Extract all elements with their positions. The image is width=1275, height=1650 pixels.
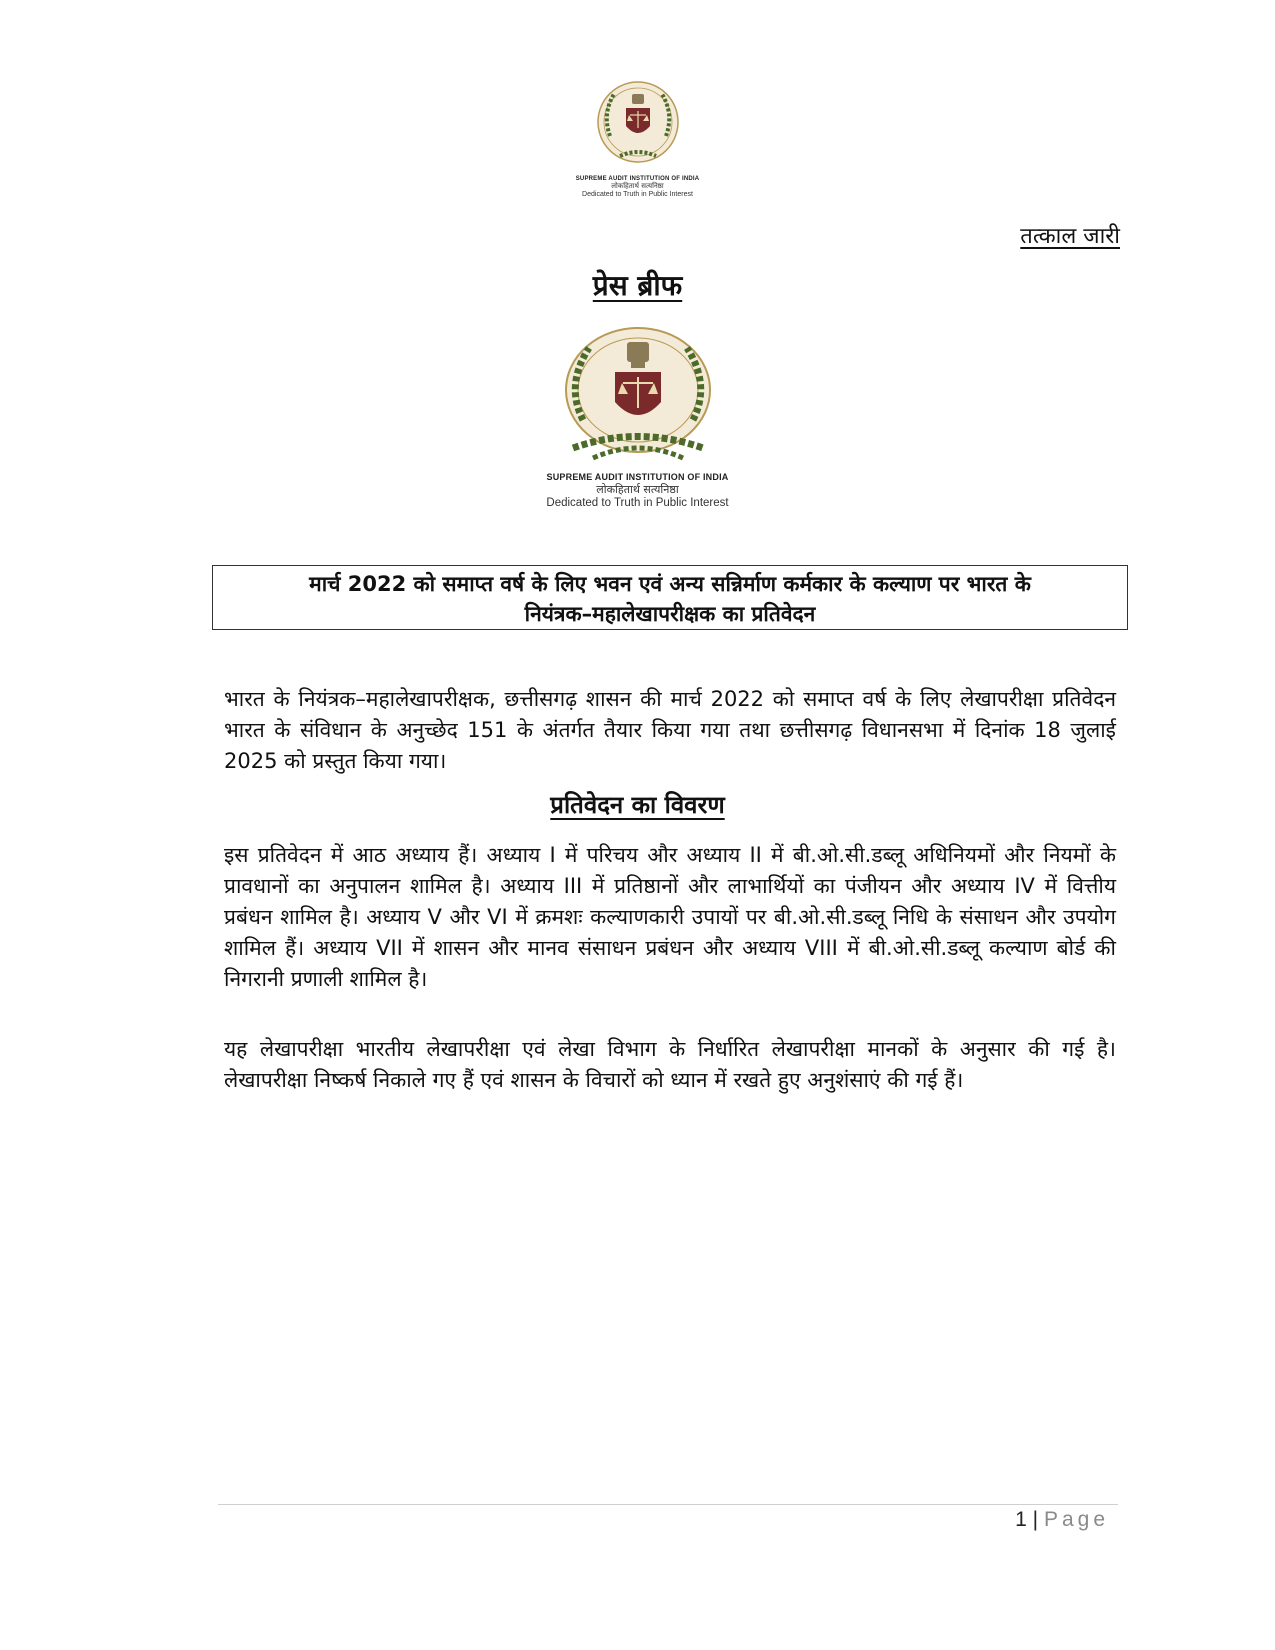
report-title-line-1: मार्च 2022 को समाप्त वर्ष के लिए भवन एवं अन्य सन्निर्माण कर्मकार के कल्याण पर भारत के [309,572,1031,596]
standards-paragraph: यह लेखापरीक्षा भारतीय लेखापरीक्षा एवं लेखा विभाग के निर्धारित लेखापरीक्षा मानकों के अनुसार की गई है। लेखापरीक्षा निष्कर्ष निकाले गए हैं एवं शासन के विचारों को ध्यान में रखते हुए अनुशंसाएं की गई हैं। [224,1037,1116,1092]
intro-paragraph: भारत के नियंत्रक–महालेखापरीक्षक, छत्तीसगढ़ शासन की मार्च 2022 को समाप्त वर्ष के लिए लेखापरीक्षा प्रतिवेदन भारत के संविधान के अनुच्छेद 151 के अंतर्गत तैयार किया गया तथा छत्तीसगढ़ विधानसभा में दिनांक 18 जुलाई 2025 को प्रस्तुत किया गया। [224,687,1116,773]
report-title-line-2: नियंत्रक–महालेखापरीक्षक का प्रतिवेदन [524,602,816,626]
press-brief-title: प्रेस ब्रीफ [592,269,683,302]
page-label: Page [1043,1508,1109,1531]
page-footer [1015,1508,1109,1532]
logo-motto-english: Dedicated to Truth in Public Interest [582,191,693,198]
page-number: 1 [1015,1508,1027,1531]
footer-divider [218,1504,1118,1505]
details-paragraph: इस प्रतिवेदन में आठ अध्याय हैं। अध्याय I में परिचय और अध्याय II में बी.ओ.सी.डब्लू अधिनियमों और नियमों के प्रावधानों का अनुपालन शामिल है। अध्याय III में प्रतिष्ठानों और लाभार्थियों का पंजीयन और अध्याय IV में वित्तीय प्रबंधन शामिल है। अध्याय V और VI में क्रमशः कल्याणकारी उपायों पर बी.ओ.सी.डब्लू निधि के संसाधन और उपयोग शामिल हैं। अध्याय VII में शासन और मानव संसाधन प्रबंधन और अध्याय VIII में बी.ओ.सी.डब्लू कल्याण बोर्ड की निगरानी प्रणाली शामिल है। [224,843,1116,991]
cag-logo-small [563,74,713,198]
release-tag: तत्काल जारी [1020,224,1120,249]
report-title-box [212,565,1128,630]
cag-emblem-icon [588,74,688,174]
logo-motto-english: Dedicated to Truth in Public Interest [546,497,729,509]
section-heading: प्रतिवेदन का विवरण [550,791,725,819]
logo-motto-hindi: लोकहितार्थ सत्यनिष्ठा [611,182,664,190]
logo-motto-hindi: लोकहितार्थ सत्यनिष्ठा [596,483,679,496]
cag-emblem-icon [553,320,723,470]
logo-org-name: SUPREME AUDIT INSTITUTION OF INDIA [575,176,700,182]
cag-logo-large [528,320,748,509]
page-separator: | [1032,1508,1039,1531]
logo-org-name: SUPREME AUDIT INSTITUTION OF INDIA [546,472,729,482]
